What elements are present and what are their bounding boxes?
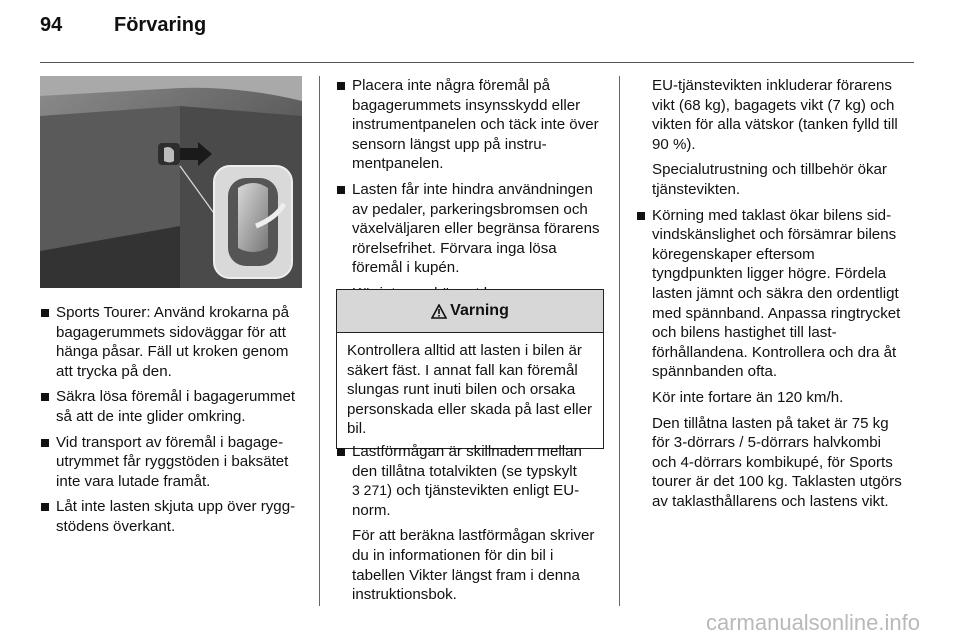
warning-title: Varning [450, 302, 509, 319]
warning-text: Kontrollera alltid att lasten i bilen är säkert fäst. I annat fall kan föremål slungas runt inuti bilen och orsaka personskada eller skada på last eller bil. [347, 342, 592, 438]
list-item: Lastförmågan är skillnaden mellan den tillåtna totalvikten (se typskylt 3 271) och tjänstevikten enligt EU-norm. [336, 442, 606, 520]
list-item: Placera inte några föremål på bagagerummets insynsskydd eller instrumentpanelen och täck inte över sensorn längst upp på instrumentpanelen. [336, 76, 606, 174]
column-divider-2 [619, 76, 620, 606]
bullet-square-icon [637, 212, 645, 220]
trunk-hook-figure [40, 76, 302, 288]
bullet-square-icon [41, 439, 49, 447]
paragraph: För att beräkna lastförmågan skriver du in informationen för din bil i tabellen Vikter längst fram i denna instruktionsbok. [352, 527, 595, 604]
bullet-square-icon [41, 309, 49, 317]
paragraph: Den tillåtna lasten på taket är 75 kg för 3-dörrars / 5-dörrars halvkombi och 4-dörrars kombikupé, för Sports tourer är det 100 kg. Taklasten utgörs av taklasthållarens och lastens vikt. [652, 414, 902, 510]
list-item: Lasten får inte hindra användningen av pedaler, parkeringsbromsen och växelväljaren eller begränsa förarens rörelsefrihet. Förvara inga lösa föremål i kupén. [336, 180, 606, 278]
column-1 [40, 303, 306, 543]
bullet-square-icon [41, 503, 49, 511]
list-item: Vid transport av föremål i bagageutrymmet får ryggstöden i baksätet inte vara lutade framåt. [40, 433, 306, 492]
column-2 [336, 76, 606, 310]
bullet-square-icon [337, 186, 345, 194]
column-divider-1 [319, 76, 320, 606]
bullet-square-icon [337, 82, 345, 90]
paragraph: Specialutrustning och tillbehör ökar tjänstevikten. [652, 161, 887, 198]
list-item: Sports Tourer: Använd krokarna på bagagerummets sidoväggar för att hänga påsar. Fäll ut kroken genom att trycka på den. [40, 303, 306, 381]
bullet-square-icon [41, 393, 49, 401]
list-item: Körning med taklast ökar bilens sidvindskänslighet och försämrar bilens köregenskaper eftersom tyngdpunkten ligger högre. Fördela lasten jämnt och säkra den ordentligt med spännband. Anpassa ringtrycket och bilens hastighet till lastförhållandena. Kontrollera och dra åt spännbanden ofta. [636, 206, 906, 382]
column-3 [636, 76, 906, 517]
car-trunk-hook-illustration [40, 76, 302, 288]
page-reference-link[interactable]: 3 271 [352, 482, 388, 499]
watermark: carmanualsonline.info [705, 610, 920, 635]
paragraph: EU-tjänstevikten inkluderar förarens vikt (68 kg), bagagets vikt (7 kg) och vikten för alla vätskor (tanken fylld till 90 %). [652, 77, 898, 153]
page-number: 94 [40, 14, 63, 36]
header-rule [40, 62, 914, 63]
bullet-square-icon [337, 448, 345, 456]
column-2-lower [336, 442, 606, 611]
list-item: Låt inte lasten skjuta upp över ryggstödens överkant. [40, 497, 306, 536]
paragraph: Kör inte fortare än 120 km/h. [652, 388, 844, 406]
warning-header [337, 290, 603, 333]
list-item: Säkra lösa föremål i bagagerummet så att de inte glider omkring. [40, 387, 306, 426]
warning-triangle-icon [431, 304, 447, 319]
warning-box [336, 289, 604, 449]
page-header [40, 14, 206, 37]
page-title: Förvaring [114, 14, 207, 36]
